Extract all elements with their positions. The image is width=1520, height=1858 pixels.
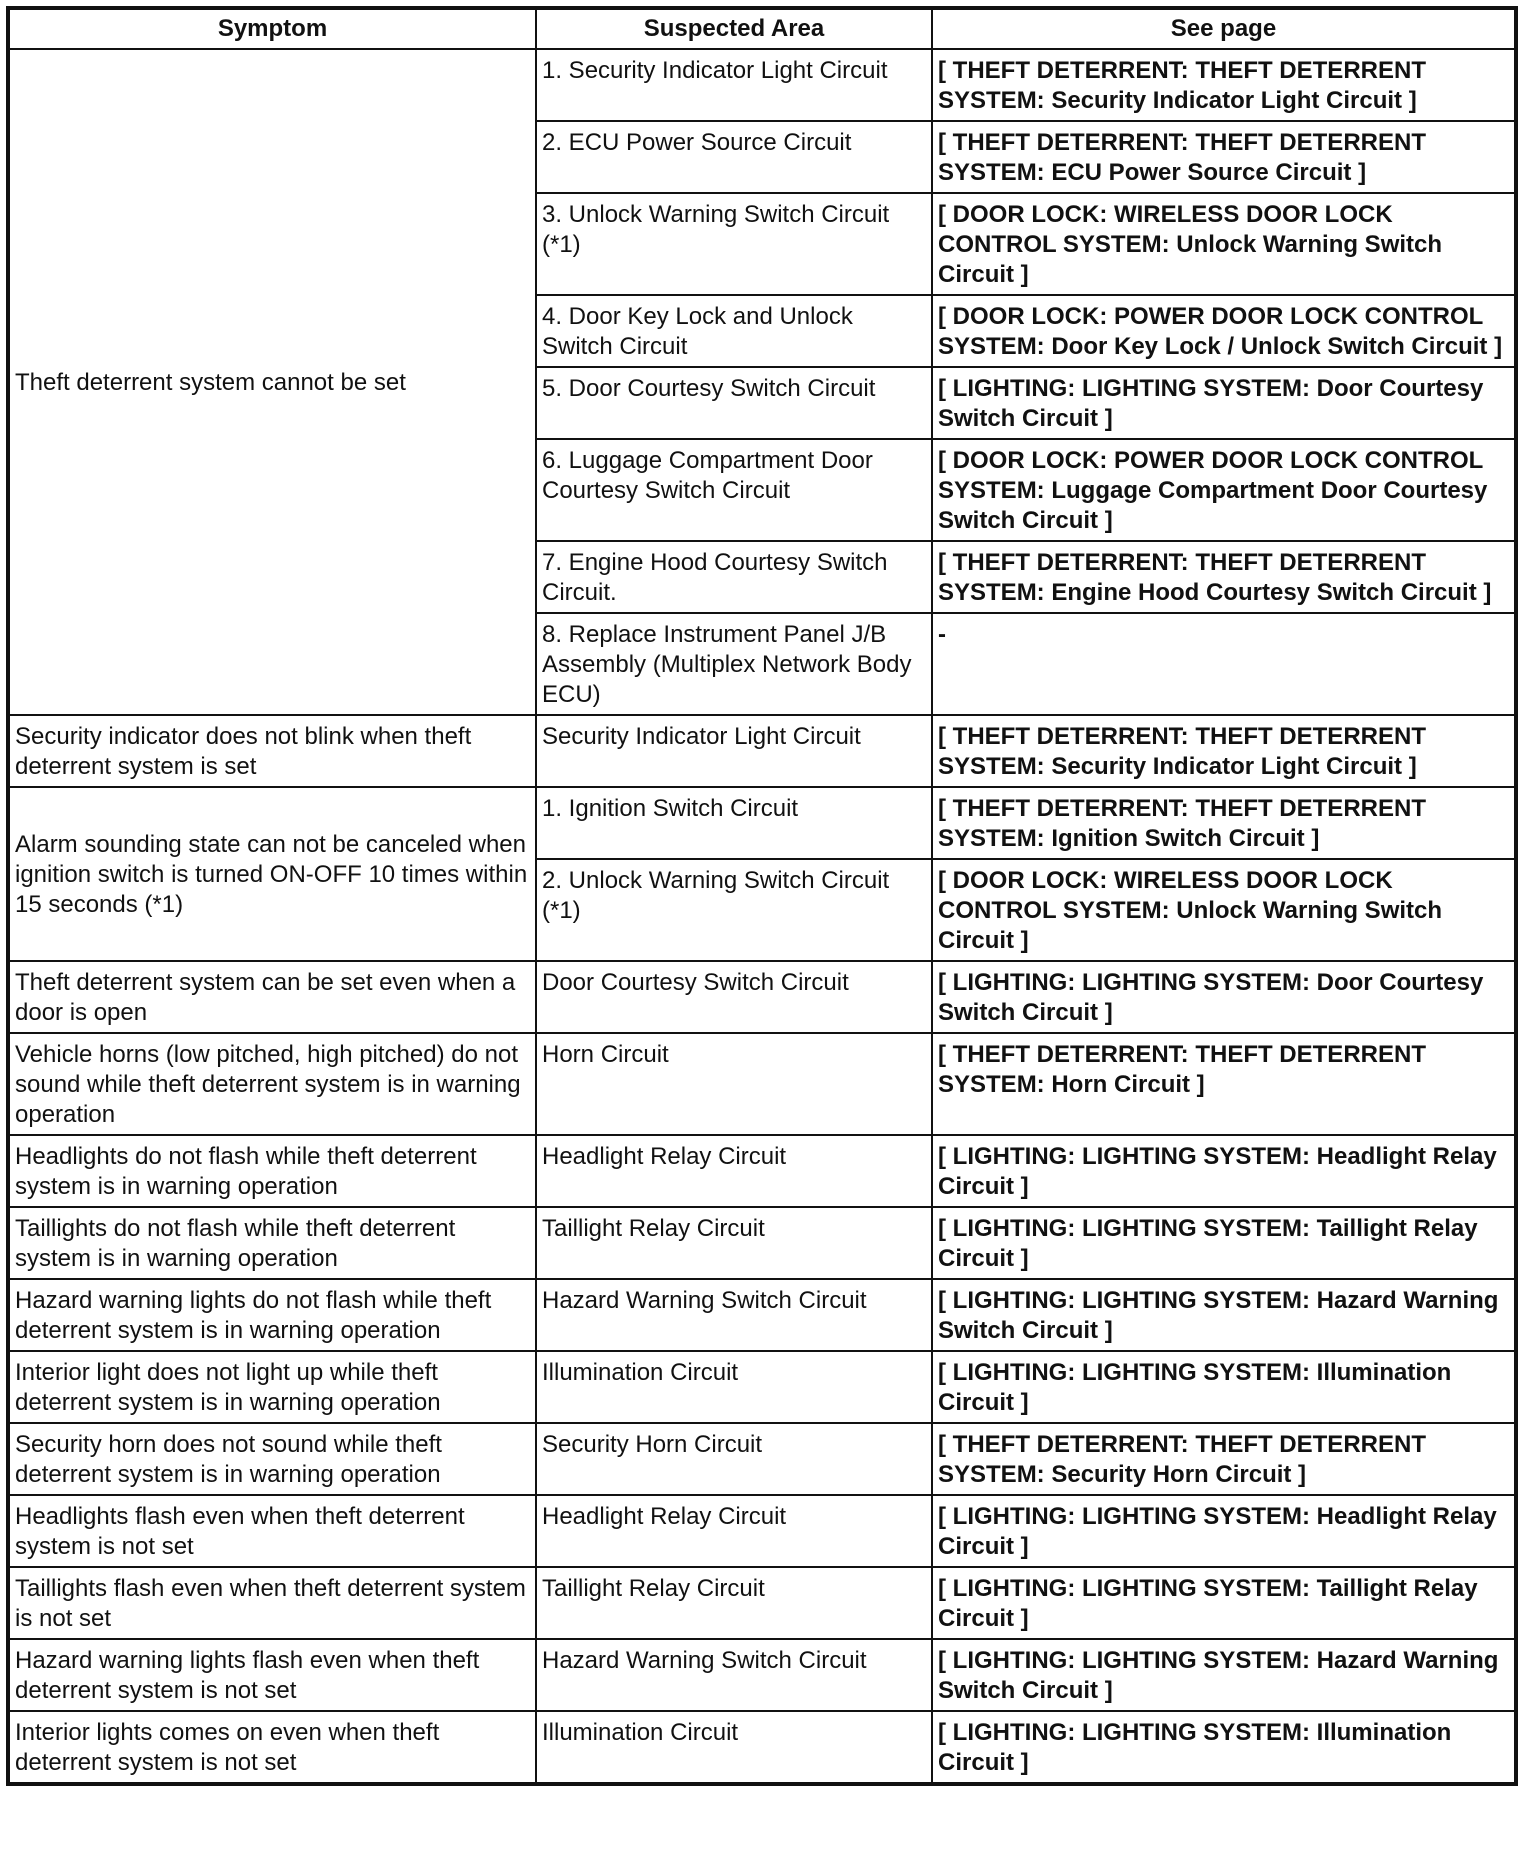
symptom-cell: Headlights do not flash while theft deterrent system is in warning operation (8, 1135, 536, 1207)
table-row (8, 787, 1516, 859)
suspected-area-cell: 1. Ignition Switch Circuit (536, 787, 932, 859)
see-page-cell: [ LIGHTING: LIGHTING SYSTEM: Illumination Circuit ] (932, 1711, 1516, 1784)
suspected-area-cell: Illumination Circuit (536, 1711, 932, 1784)
header-suspected-area: Suspected Area (536, 8, 932, 49)
header-see-page: See page (932, 8, 1516, 49)
suspected-area-cell: 7. Engine Hood Courtesy Switch Circuit. (536, 541, 932, 613)
see-page-cell: [ DOOR LOCK: POWER DOOR LOCK CONTROL SYSTEM: Luggage Compartment Door Courtesy Switch Circuit ] (932, 439, 1516, 541)
symptom-cell: Taillights do not flash while theft deterrent system is in warning operation (8, 1207, 536, 1279)
header-symptom: Symptom (8, 8, 536, 49)
see-page-cell: [ THEFT DETERRENT: THEFT DETERRENT SYSTEM: Engine Hood Courtesy Switch Circuit ] (932, 541, 1516, 613)
see-page-cell: [ DOOR LOCK: WIRELESS DOOR LOCK CONTROL SYSTEM: Unlock Warning Switch Circuit ] (932, 193, 1516, 295)
see-page-cell: [ THEFT DETERRENT: THEFT DETERRENT SYSTEM: Security Indicator Light Circuit ] (932, 49, 1516, 121)
see-page-cell: - (932, 613, 1516, 715)
see-page-cell: [ DOOR LOCK: POWER DOOR LOCK CONTROL SYSTEM: Door Key Lock / Unlock Switch Circuit ] (932, 295, 1516, 367)
table-row (8, 961, 1516, 1033)
see-page-cell: [ LIGHTING: LIGHTING SYSTEM: Door Courtesy Switch Circuit ] (932, 961, 1516, 1033)
suspected-area-cell: Security Indicator Light Circuit (536, 715, 932, 787)
header-row (8, 8, 1516, 49)
suspected-area-cell: 4. Door Key Lock and Unlock Switch Circuit (536, 295, 932, 367)
see-page-cell: [ LIGHTING: LIGHTING SYSTEM: Illumination Circuit ] (932, 1351, 1516, 1423)
suspected-area-cell: Security Horn Circuit (536, 1423, 932, 1495)
table-row (8, 1135, 1516, 1207)
suspected-area-cell: Door Courtesy Switch Circuit (536, 961, 932, 1033)
table-row (8, 715, 1516, 787)
symptom-cell: Headlights flash even when theft deterrent system is not set (8, 1495, 536, 1567)
table-row (8, 1711, 1516, 1784)
symptom-cell: Interior lights comes on even when theft deterrent system is not set (8, 1711, 536, 1784)
see-page-cell: [ LIGHTING: LIGHTING SYSTEM: Taillight Relay Circuit ] (932, 1207, 1516, 1279)
symptom-cell: Hazard warning lights flash even when theft deterrent system is not set (8, 1639, 536, 1711)
symptom-cell: Alarm sounding state can not be canceled when ignition switch is turned ON-OFF 10 times within 15 seconds (*1) (8, 787, 536, 961)
table-row (8, 1207, 1516, 1279)
suspected-area-cell: Taillight Relay Circuit (536, 1207, 932, 1279)
troubleshooting-table (6, 6, 1518, 1786)
suspected-area-cell: Illumination Circuit (536, 1351, 932, 1423)
table-row (8, 1033, 1516, 1135)
table-row (8, 1495, 1516, 1567)
see-page-cell: [ DOOR LOCK: WIRELESS DOOR LOCK CONTROL SYSTEM: Unlock Warning Switch Circuit ] (932, 859, 1516, 961)
table-row (8, 1351, 1516, 1423)
document (6, 6, 1514, 1786)
suspected-area-cell: 3. Unlock Warning Switch Circuit (*1) (536, 193, 932, 295)
table-body (8, 49, 1516, 1784)
symptom-cell: Theft deterrent system cannot be set (8, 49, 536, 715)
table-row (8, 1567, 1516, 1639)
symptom-cell: Vehicle horns (low pitched, high pitched) do not sound while theft deterrent system is in warning operation (8, 1033, 536, 1135)
see-page-cell: [ THEFT DETERRENT: THEFT DETERRENT SYSTEM: Security Horn Circuit ] (932, 1423, 1516, 1495)
symptom-cell: Interior light does not light up while theft deterrent system is in warning operation (8, 1351, 536, 1423)
suspected-area-cell: Hazard Warning Switch Circuit (536, 1639, 932, 1711)
suspected-area-cell: 1. Security Indicator Light Circuit (536, 49, 932, 121)
suspected-area-cell: Headlight Relay Circuit (536, 1495, 932, 1567)
symptom-cell: Security indicator does not blink when theft deterrent system is set (8, 715, 536, 787)
suspected-area-cell: Horn Circuit (536, 1033, 932, 1135)
suspected-area-cell: 2. Unlock Warning Switch Circuit (*1) (536, 859, 932, 961)
suspected-area-cell: Hazard Warning Switch Circuit (536, 1279, 932, 1351)
suspected-area-cell: 5. Door Courtesy Switch Circuit (536, 367, 932, 439)
table-row (8, 1423, 1516, 1495)
see-page-cell: [ THEFT DETERRENT: THEFT DETERRENT SYSTEM: Horn Circuit ] (932, 1033, 1516, 1135)
symptom-cell: Theft deterrent system can be set even when a door is open (8, 961, 536, 1033)
see-page-cell: [ LIGHTING: LIGHTING SYSTEM: Headlight Relay Circuit ] (932, 1495, 1516, 1567)
symptom-cell: Taillights flash even when theft deterrent system is not set (8, 1567, 536, 1639)
see-page-cell: [ THEFT DETERRENT: THEFT DETERRENT SYSTEM: Security Indicator Light Circuit ] (932, 715, 1516, 787)
symptom-cell: Hazard warning lights do not flash while theft deterrent system is in warning operation (8, 1279, 536, 1351)
see-page-cell: [ THEFT DETERRENT: THEFT DETERRENT SYSTEM: Ignition Switch Circuit ] (932, 787, 1516, 859)
symptom-cell: Security horn does not sound while theft deterrent system is in warning operation (8, 1423, 536, 1495)
see-page-cell: [ LIGHTING: LIGHTING SYSTEM: Hazard Warning Switch Circuit ] (932, 1279, 1516, 1351)
table-row (8, 1639, 1516, 1711)
table-row (8, 49, 1516, 121)
suspected-area-cell: 8. Replace Instrument Panel J/B Assembly (Multiplex Network Body ECU) (536, 613, 932, 715)
suspected-area-cell: 2. ECU Power Source Circuit (536, 121, 932, 193)
see-page-cell: [ THEFT DETERRENT: THEFT DETERRENT SYSTEM: ECU Power Source Circuit ] (932, 121, 1516, 193)
see-page-cell: [ LIGHTING: LIGHTING SYSTEM: Door Courtesy Switch Circuit ] (932, 367, 1516, 439)
see-page-cell: [ LIGHTING: LIGHTING SYSTEM: Taillight Relay Circuit ] (932, 1567, 1516, 1639)
suspected-area-cell: 6. Luggage Compartment Door Courtesy Switch Circuit (536, 439, 932, 541)
suspected-area-cell: Headlight Relay Circuit (536, 1135, 932, 1207)
table-row (8, 1279, 1516, 1351)
see-page-cell: [ LIGHTING: LIGHTING SYSTEM: Headlight Relay Circuit ] (932, 1135, 1516, 1207)
suspected-area-cell: Taillight Relay Circuit (536, 1567, 932, 1639)
see-page-cell: [ LIGHTING: LIGHTING SYSTEM: Hazard Warning Switch Circuit ] (932, 1639, 1516, 1711)
